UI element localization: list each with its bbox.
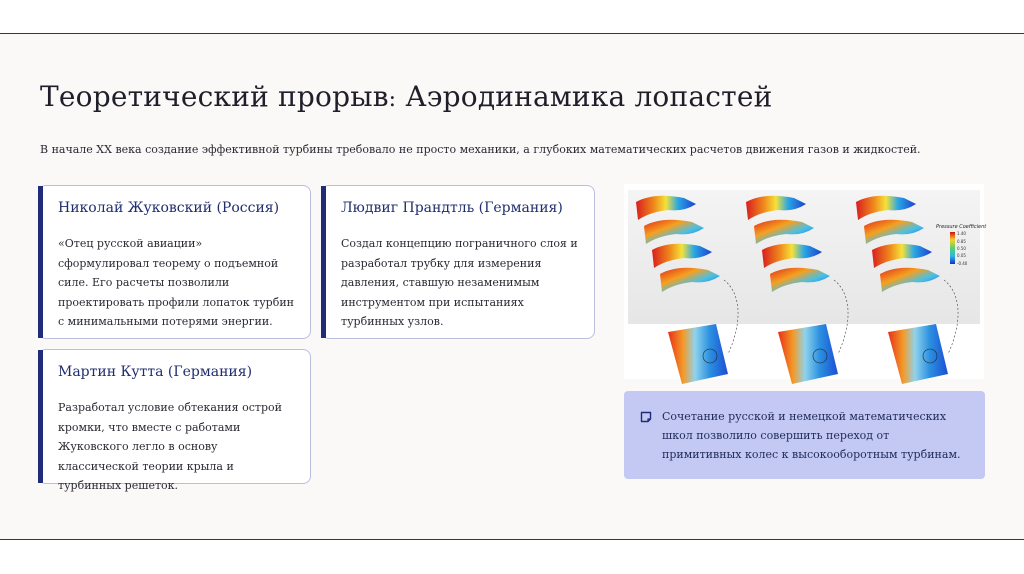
callout-text: Сочетание русской и немецкой математических школ позволило совершить переход от примитивных колес к высокооборотным турбинам. xyxy=(662,410,961,461)
wedge-panel-c xyxy=(888,324,948,400)
title-colon: : xyxy=(388,87,397,112)
wedge-panel-a xyxy=(668,324,728,400)
legend-title: Pressure Coefficient xyxy=(936,224,987,230)
page-subtitle: В начале XX века создание эффективной турбины требовало не просто механики, а глубоких математических расчетов движения газов и жидкостей. xyxy=(40,143,921,156)
card-name: Людвиг Прандтль (Германия) xyxy=(341,200,563,216)
legend-colorbar xyxy=(950,232,955,264)
card-zhukovsky xyxy=(38,185,311,339)
card-text: Создал концепцию пограничного слоя и разработал трубку для измерения давления, ставшую незаменимым инструментом при испытаниях турбинных узлов. xyxy=(341,237,578,328)
card-name: Николай Жуковский (Россия) xyxy=(58,200,280,216)
pressure-coefficient-image xyxy=(624,184,987,379)
turbine-pressure-figure xyxy=(624,184,987,379)
wedge-panel-b xyxy=(778,324,838,400)
legend-tick: 0.50 xyxy=(957,246,966,251)
card-prandtl xyxy=(321,185,595,339)
card-name: Мартин Кутта (Германия) xyxy=(58,364,253,380)
page-title xyxy=(40,80,772,113)
legend-tick: 0.85 xyxy=(957,239,966,244)
legend-tick: 1.40 xyxy=(957,231,966,236)
summary-callout xyxy=(624,391,985,479)
legend-tick: -0.40 xyxy=(957,261,968,266)
card-text: Разработал условие обтекания острой кромки, что вместе с работами Жуковского легло в основу классической теории крыла и турбинных решеток. xyxy=(58,401,282,492)
card-text: «Отец русской авиации» сформулировал теорему о подъемной силе. Его расчеты позволили проектировать профили лопаток турбин с минимальными потерями энергии. xyxy=(58,237,295,328)
note-icon xyxy=(640,411,652,423)
card-kutta xyxy=(38,349,311,492)
slide xyxy=(0,33,1024,540)
legend-tick: 0.05 xyxy=(957,253,966,258)
title-main: Теоретический прорыв xyxy=(40,80,389,113)
title-rest: Аэродинамика лопастей xyxy=(396,80,773,113)
